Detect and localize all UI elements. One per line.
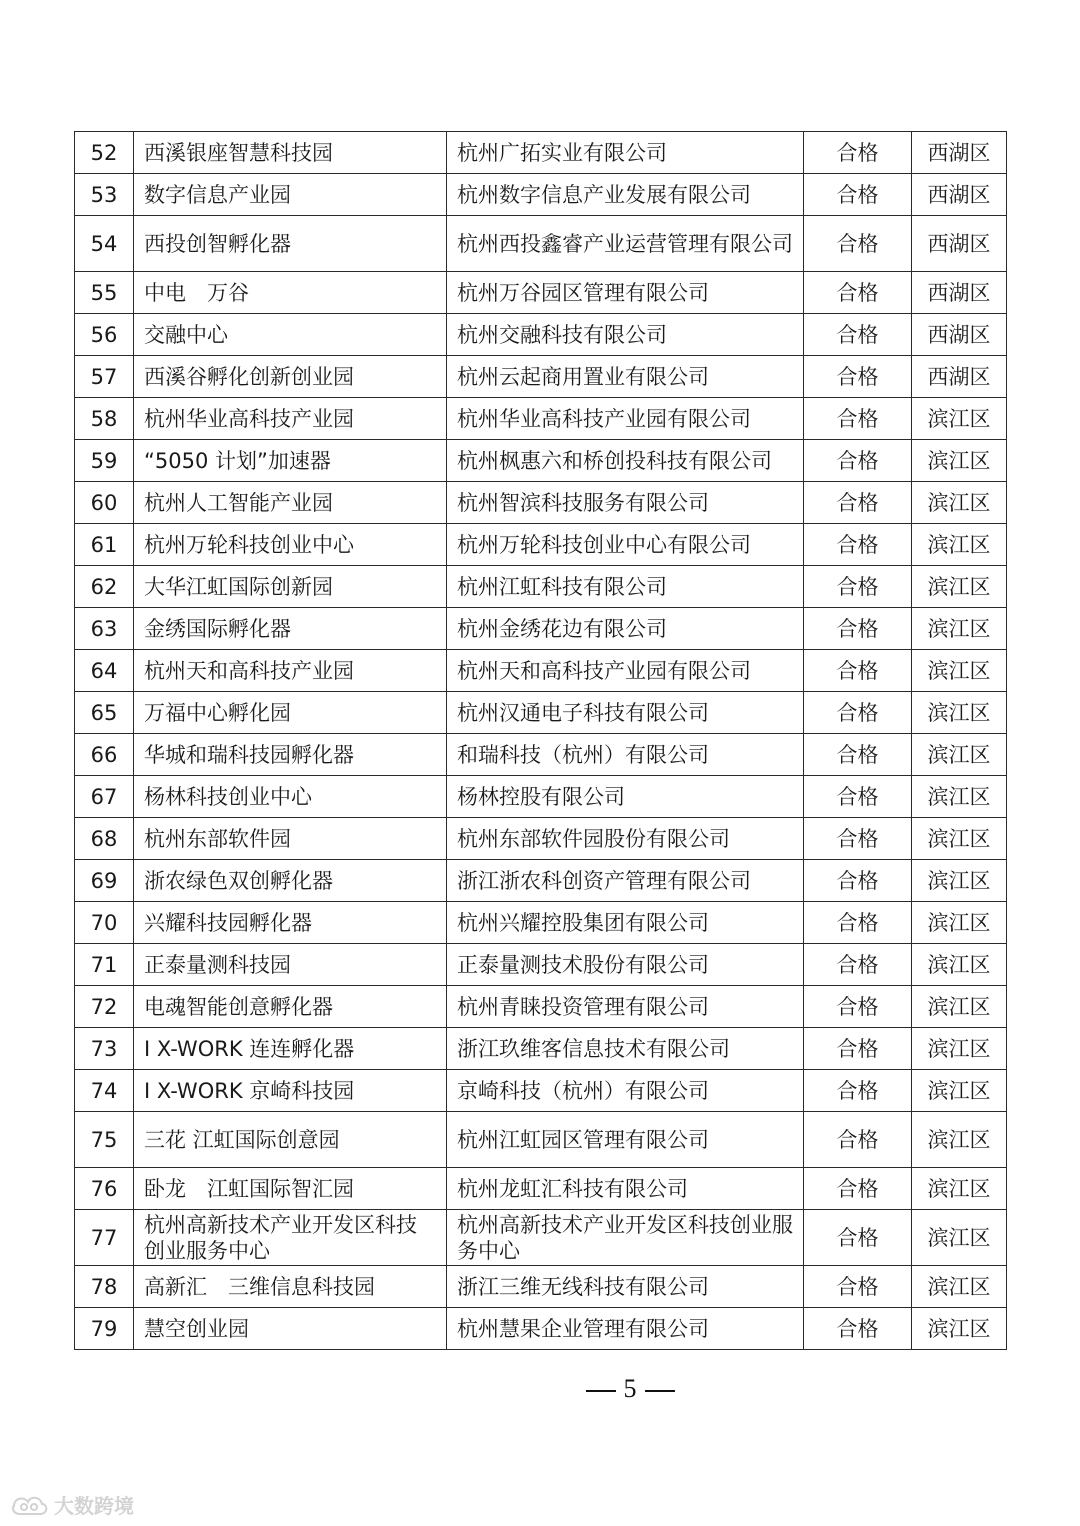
row-number: 72 [75,986,134,1028]
row-number: 56 [75,314,134,356]
operating-company: 杭州万轮科技创业中心有限公司 [447,524,804,566]
carrier-name: 万福中心孵化园 [134,692,447,734]
evaluation-result: 合格 [804,482,912,524]
table-row [75,986,1007,1028]
table-row [75,272,1007,314]
district: 滨江区 [912,1070,1007,1112]
table-row [75,692,1007,734]
operating-company: 杭州江虹科技有限公司 [447,566,804,608]
carrier-name: 杭州万轮科技创业中心 [134,524,447,566]
incubator-evaluation-table [74,131,1007,1350]
row-number: 57 [75,356,134,398]
table-row [75,356,1007,398]
district: 滨江区 [912,1028,1007,1070]
carrier-name: 金绣国际孵化器 [134,608,447,650]
page-number-value: 5 [623,1374,637,1403]
row-number: 69 [75,860,134,902]
carrier-name: 中电 万谷 [134,272,447,314]
page-number-dash-right [645,1390,675,1392]
row-number: 67 [75,776,134,818]
table-row [75,132,1007,174]
evaluation-result: 合格 [804,398,912,440]
evaluation-result: 合格 [804,986,912,1028]
table-row [75,734,1007,776]
carrier-name: 兴耀科技园孵化器 [134,902,447,944]
carrier-name: I X-WORK 连连孵化器 [134,1028,447,1070]
operating-company: 杭州万谷园区管理有限公司 [447,272,804,314]
carrier-name: 西溪银座智慧科技园 [134,132,447,174]
carrier-name: 杭州东部软件园 [134,818,447,860]
carrier-name: 数字信息产业园 [134,174,447,216]
carrier-name: 大华江虹国际创新园 [134,566,447,608]
row-number: 78 [75,1266,134,1308]
evaluation-result: 合格 [804,1266,912,1308]
row-number: 74 [75,1070,134,1112]
operating-company: 杭州青睐投资管理有限公司 [447,986,804,1028]
carrier-name: “5050 计划”加速器 [134,440,447,482]
table-row [75,524,1007,566]
evaluation-result: 合格 [804,650,912,692]
row-number: 60 [75,482,134,524]
table-body [75,132,1007,1350]
watermark-logo-icon [10,1492,50,1518]
district: 滨江区 [912,1168,1007,1210]
district: 西湖区 [912,174,1007,216]
table-row [75,1028,1007,1070]
district: 滨江区 [912,902,1007,944]
operating-company: 杭州智滨科技服务有限公司 [447,482,804,524]
table-row [75,216,1007,272]
operating-company: 京崎科技（杭州）有限公司 [447,1070,804,1112]
district: 西湖区 [912,356,1007,398]
operating-company: 杭州龙虹汇科技有限公司 [447,1168,804,1210]
watermark-text: 大数跨境 [54,1494,134,1518]
operating-company: 杭州数字信息产业发展有限公司 [447,174,804,216]
table-row [75,902,1007,944]
page-number-dash-left [586,1390,616,1392]
district: 滨江区 [912,440,1007,482]
evaluation-result: 合格 [804,356,912,398]
district: 滨江区 [912,818,1007,860]
carrier-name: 杭州高新技术产业开发区科技创业服务中心 [134,1210,447,1266]
evaluation-result: 合格 [804,440,912,482]
carrier-name: 浙农绿色双创孵化器 [134,860,447,902]
row-number: 75 [75,1112,134,1168]
watermark [10,1490,134,1519]
carrier-name: 杭州人工智能产业园 [134,482,447,524]
evaluation-result: 合格 [804,272,912,314]
district: 滨江区 [912,944,1007,986]
carrier-name: 西投创智孵化器 [134,216,447,272]
table-row [75,1070,1007,1112]
operating-company: 和瑞科技（杭州）有限公司 [447,734,804,776]
evaluation-result: 合格 [804,818,912,860]
district: 滨江区 [912,1308,1007,1350]
row-number: 52 [75,132,134,174]
operating-company: 杭州高新技术产业开发区科技创业服务中心 [447,1210,804,1266]
evaluation-result: 合格 [804,314,912,356]
evaluation-result: 合格 [804,1210,912,1266]
district: 滨江区 [912,692,1007,734]
evaluation-result: 合格 [804,776,912,818]
operating-company: 杭州慧果企业管理有限公司 [447,1308,804,1350]
table-row [75,1210,1007,1266]
table-row [75,1168,1007,1210]
evaluation-result: 合格 [804,1112,912,1168]
operating-company: 浙江三维无线科技有限公司 [447,1266,804,1308]
evaluation-result: 合格 [804,524,912,566]
evaluation-result: 合格 [804,566,912,608]
operating-company: 杭州汉通电子科技有限公司 [447,692,804,734]
table-row [75,860,1007,902]
row-number: 58 [75,398,134,440]
evaluation-result: 合格 [804,174,912,216]
carrier-name: 交融中心 [134,314,447,356]
operating-company: 杭州兴耀控股集团有限公司 [447,902,804,944]
operating-company: 杭州广拓实业有限公司 [447,132,804,174]
evaluation-result: 合格 [804,1168,912,1210]
row-number: 64 [75,650,134,692]
table-row [75,1308,1007,1350]
table-row [75,650,1007,692]
page-number [0,1374,1080,1404]
row-number: 70 [75,902,134,944]
table-row [75,174,1007,216]
district: 滨江区 [912,650,1007,692]
operating-company: 杭州云起商用置业有限公司 [447,356,804,398]
table-row [75,482,1007,524]
carrier-name: 华城和瑞科技园孵化器 [134,734,447,776]
row-number: 76 [75,1168,134,1210]
operating-company: 杭州天和高科技产业园有限公司 [447,650,804,692]
district: 滨江区 [912,482,1007,524]
operating-company: 杭州东部软件园股份有限公司 [447,818,804,860]
operating-company: 正泰量测技术股份有限公司 [447,944,804,986]
district: 西湖区 [912,132,1007,174]
row-number: 66 [75,734,134,776]
carrier-name: 慧空创业园 [134,1308,447,1350]
table-row [75,1112,1007,1168]
row-number: 73 [75,1028,134,1070]
district: 滨江区 [912,1210,1007,1266]
evaluation-result: 合格 [804,608,912,650]
operating-company: 浙江浙农科创资产管理有限公司 [447,860,804,902]
district: 滨江区 [912,398,1007,440]
district: 滨江区 [912,566,1007,608]
table-row [75,818,1007,860]
table-row [75,398,1007,440]
row-number: 55 [75,272,134,314]
table-row [75,314,1007,356]
district: 滨江区 [912,524,1007,566]
district: 滨江区 [912,1266,1007,1308]
evaluation-result: 合格 [804,902,912,944]
row-number: 71 [75,944,134,986]
district: 西湖区 [912,272,1007,314]
district: 西湖区 [912,314,1007,356]
table-row [75,440,1007,482]
operating-company: 杨林控股有限公司 [447,776,804,818]
operating-company: 杭州枫惠六和桥创投科技有限公司 [447,440,804,482]
row-number: 77 [75,1210,134,1266]
carrier-name: 卧龙 江虹国际智汇园 [134,1168,447,1210]
district: 西湖区 [912,216,1007,272]
table-row [75,566,1007,608]
operating-company: 杭州交融科技有限公司 [447,314,804,356]
evaluation-result: 合格 [804,132,912,174]
district: 滨江区 [912,860,1007,902]
row-number: 65 [75,692,134,734]
carrier-name: 电魂智能创意孵化器 [134,986,447,1028]
table-row [75,608,1007,650]
table-row [75,776,1007,818]
evaluation-result: 合格 [804,1308,912,1350]
table-row [75,944,1007,986]
evaluation-result: 合格 [804,1070,912,1112]
row-number: 63 [75,608,134,650]
operating-company: 杭州江虹园区管理有限公司 [447,1112,804,1168]
evaluation-result: 合格 [804,734,912,776]
carrier-name: 高新汇 三维信息科技园 [134,1266,447,1308]
district: 滨江区 [912,608,1007,650]
row-number: 53 [75,174,134,216]
operating-company: 杭州西投鑫睿产业运营管理有限公司 [447,216,804,272]
carrier-name: I X-WORK 京崎科技园 [134,1070,447,1112]
carrier-name: 西溪谷孵化创新创业园 [134,356,447,398]
carrier-name: 杨林科技创业中心 [134,776,447,818]
row-number: 79 [75,1308,134,1350]
carrier-name: 杭州天和高科技产业园 [134,650,447,692]
row-number: 54 [75,216,134,272]
row-number: 61 [75,524,134,566]
district: 滨江区 [912,986,1007,1028]
district: 滨江区 [912,776,1007,818]
evaluation-result: 合格 [804,944,912,986]
carrier-name: 正泰量测科技园 [134,944,447,986]
row-number: 59 [75,440,134,482]
carrier-name: 三花 江虹国际创意园 [134,1112,447,1168]
row-number: 68 [75,818,134,860]
district: 滨江区 [912,734,1007,776]
evaluation-result: 合格 [804,860,912,902]
operating-company: 杭州金绣花边有限公司 [447,608,804,650]
district: 滨江区 [912,1112,1007,1168]
row-number: 62 [75,566,134,608]
table-row [75,1266,1007,1308]
operating-company: 浙江玖维客信息技术有限公司 [447,1028,804,1070]
operating-company: 杭州华业高科技产业园有限公司 [447,398,804,440]
evaluation-result: 合格 [804,1028,912,1070]
carrier-name: 杭州华业高科技产业园 [134,398,447,440]
evaluation-result: 合格 [804,692,912,734]
evaluation-result: 合格 [804,216,912,272]
